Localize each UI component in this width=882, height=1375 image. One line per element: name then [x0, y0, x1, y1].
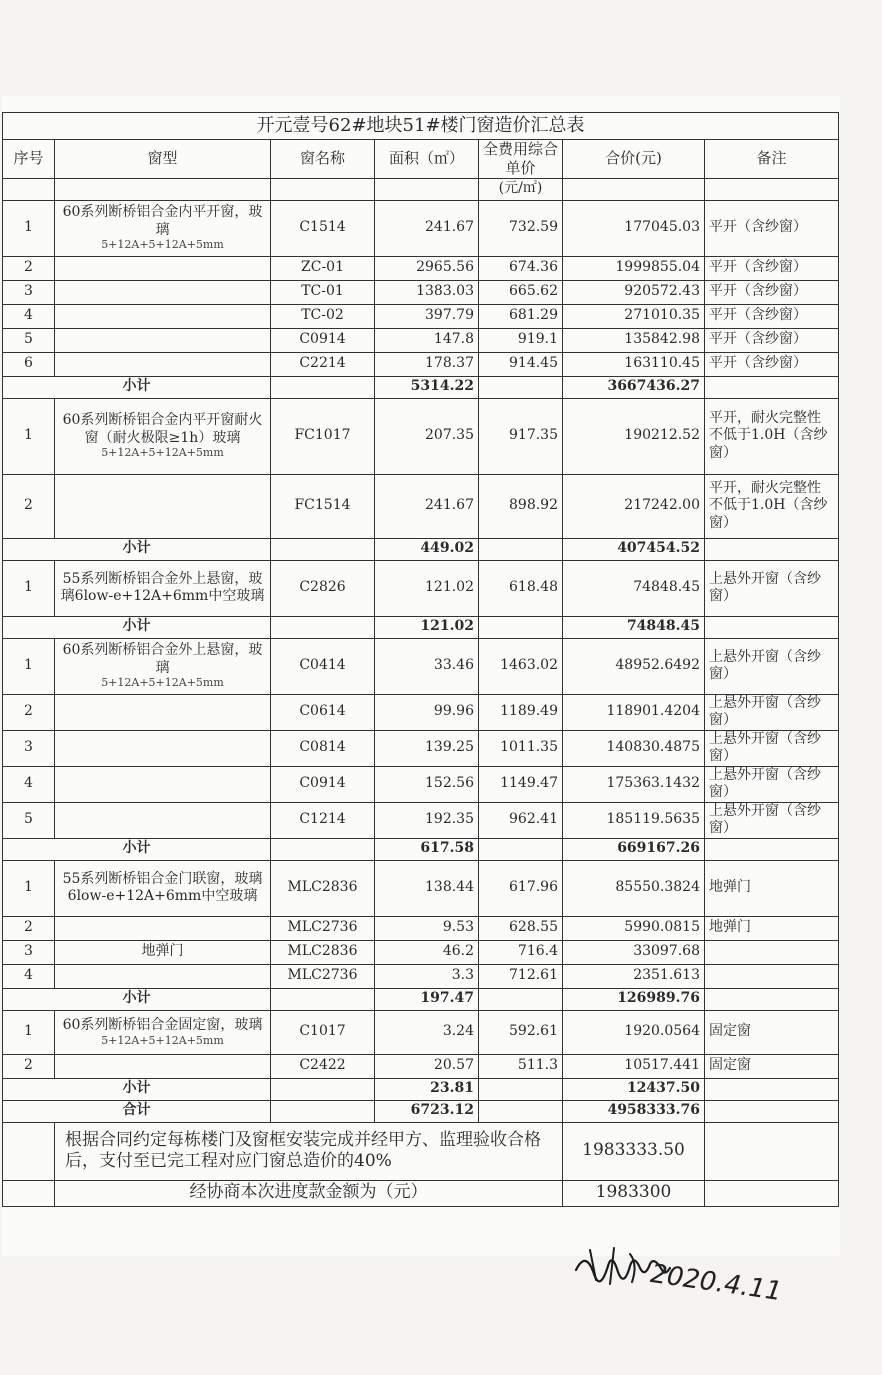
contract-note-row: [3, 1122, 839, 1180]
row-seq: 2: [3, 474, 55, 538]
row-remark: 上悬外开窗（含纱窗）: [705, 560, 839, 616]
table-body: [3, 200, 839, 1206]
row-window-name: MLC2736: [271, 916, 375, 940]
row-seq: 5: [3, 802, 55, 838]
row-unit-price: 1149.47: [479, 766, 563, 802]
row-window-name: MLC2836: [271, 860, 375, 916]
row-total: 190212.52: [563, 398, 705, 474]
row-total: 118901.4204: [563, 694, 705, 730]
table-row: [3, 398, 839, 474]
subtotal-total: 669167.26: [563, 838, 705, 860]
row-remark: 固定窗: [705, 1010, 839, 1054]
row-unit-price: 732.59: [479, 200, 563, 256]
contract-note: 根据合同约定每栋楼门及窗框安装完成并经甲方、监理验收合格后，支付至已完工程对应门窗总造价的40%: [55, 1122, 563, 1180]
row-unit-price: 665.62: [479, 280, 563, 304]
table-row: [3, 730, 839, 766]
subtotal-area: 197.47: [375, 988, 479, 1010]
row-unit-price: 1189.49: [479, 694, 563, 730]
row-area: 9.53: [375, 916, 479, 940]
header-window-name: 窗名称: [271, 140, 375, 179]
row-total: 920572.43: [563, 280, 705, 304]
row-total: 1920.0564: [563, 1010, 705, 1054]
table-row: [3, 352, 839, 376]
row-window-name: C1514: [271, 200, 375, 256]
subtotal-total: 126989.76: [563, 988, 705, 1010]
row-window-type-empty: [55, 256, 271, 280]
row-window-name: C0614: [271, 694, 375, 730]
row-remark: 上悬外开窗（含纱窗）: [705, 638, 839, 694]
header-remark: 备注: [705, 140, 839, 179]
row-window-type-empty: [55, 328, 271, 352]
row-window-type-empty: [55, 694, 271, 730]
row-remark: 平开（含纱窗）: [705, 352, 839, 376]
price-summary-table: [2, 112, 839, 1207]
row-window-name: C0914: [271, 328, 375, 352]
row-remark: 地弹门: [705, 916, 839, 940]
row-total: 2351.613: [563, 964, 705, 988]
row-window-name: C2422: [271, 1054, 375, 1078]
row-window-name: C0814: [271, 730, 375, 766]
row-area: 20.57: [375, 1054, 479, 1078]
subtotal-total: 74848.45: [563, 616, 705, 638]
header-unit-price-unit: (元/㎡): [479, 178, 563, 200]
row-window-type-empty: [55, 964, 271, 988]
row-total: 177045.03: [563, 200, 705, 256]
table-row: [3, 474, 839, 538]
row-total: 271010.35: [563, 304, 705, 328]
row-area: 3.24: [375, 1010, 479, 1054]
row-seq: 6: [3, 352, 55, 376]
row-remark: [705, 964, 839, 988]
row-seq: 1: [3, 398, 55, 474]
row-seq: 1: [3, 860, 55, 916]
grand-total-amount: 4958333.76: [563, 1100, 705, 1122]
row-window-name: C0914: [271, 766, 375, 802]
row-total: 85550.3824: [563, 860, 705, 916]
row-unit-price: 1011.35: [479, 730, 563, 766]
table-row: [3, 940, 839, 964]
table-row: [3, 766, 839, 802]
row-area: 192.35: [375, 802, 479, 838]
table-row: [3, 964, 839, 988]
row-window-name: C1017: [271, 1010, 375, 1054]
row-remark: 上悬外开窗（含纱窗）: [705, 694, 839, 730]
row-window-name: MLC2736: [271, 964, 375, 988]
row-area: 152.56: [375, 766, 479, 802]
window-glass-spec: 5+12A+5+12A+5mm: [101, 676, 224, 690]
subtotal-area: 449.02: [375, 538, 479, 560]
window-type-text: 60系列断桥铝合金固定窗，玻璃: [62, 1017, 263, 1034]
row-window-type-empty: [55, 474, 271, 538]
row-remark: 平开（含纱窗）: [705, 304, 839, 328]
row-window-name: MLC2836: [271, 940, 375, 964]
row-remark: 上悬外开窗（含纱窗）: [705, 766, 839, 802]
row-seq: 2: [3, 916, 55, 940]
contract-amount: 1983333.50: [563, 1122, 705, 1180]
grand-total-row: [3, 1100, 839, 1122]
row-seq: 1: [3, 638, 55, 694]
row-unit-price: 712.61: [479, 964, 563, 988]
progress-label: 经协商本次进度款金额为（元）: [55, 1180, 563, 1206]
row-area: 138.44: [375, 860, 479, 916]
subtotal-total: 3667436.27: [563, 376, 705, 398]
row-window-name: FC1514: [271, 474, 375, 538]
row-remark: 平开（含纱窗）: [705, 256, 839, 280]
row-area: 147.8: [375, 328, 479, 352]
subtotal-area: 617.58: [375, 838, 479, 860]
subtotal-label: 小计: [3, 616, 271, 638]
table-row: [3, 802, 839, 838]
row-window-type-empty: [55, 280, 271, 304]
window-glass-spec: 5+12A+5+12A+5mm: [101, 238, 224, 252]
row-total: 217242.00: [563, 474, 705, 538]
row-unit-price: 511.3: [479, 1054, 563, 1078]
row-window-type-empty: [55, 802, 271, 838]
row-total: 135842.98: [563, 328, 705, 352]
row-unit-price: 674.36: [479, 256, 563, 280]
row-window-type: [55, 860, 271, 916]
row-area: 241.67: [375, 474, 479, 538]
window-type-text: 60系列断桥铝合金内平开窗，玻璃: [62, 204, 263, 238]
row-seq: 1: [3, 200, 55, 256]
row-window-type-extra: 地弹门: [55, 940, 271, 964]
subtotal-row: [3, 538, 839, 560]
row-unit-price: 898.92: [479, 474, 563, 538]
row-unit-price: 914.45: [479, 352, 563, 376]
table-row: [3, 860, 839, 916]
row-unit-price: 617.96: [479, 860, 563, 916]
table-row: [3, 280, 839, 304]
row-seq: 1: [3, 1010, 55, 1054]
header-area: 面积（㎡）: [375, 140, 479, 179]
window-type-text: 55系列断桥铝合金外上悬窗，玻璃6low-e+12A+6mm中空玻璃: [60, 570, 265, 604]
table-title: 开元壹号62#地块51#楼门窗造价汇总表: [3, 113, 839, 140]
row-total: 175363.1432: [563, 766, 705, 802]
row-remark: 平开（含纱窗）: [705, 280, 839, 304]
row-area: 1383.03: [375, 280, 479, 304]
subtotal-area: 23.81: [375, 1078, 479, 1100]
row-remark: 上悬外开窗（含纱窗）: [705, 730, 839, 766]
row-total: 48952.6492: [563, 638, 705, 694]
subtotal-label: 小计: [3, 1078, 271, 1100]
row-window-name: C0414: [271, 638, 375, 694]
row-area: 241.67: [375, 200, 479, 256]
subtotal-area: 5314.22: [375, 376, 479, 398]
table-row: [3, 304, 839, 328]
header-window-type: 窗型: [55, 140, 271, 179]
subtotal-row: [3, 1078, 839, 1100]
row-unit-price: 716.4: [479, 940, 563, 964]
row-window-type: [55, 200, 271, 256]
row-total: 185119.5635: [563, 802, 705, 838]
table-row: [3, 916, 839, 940]
row-window-type-empty: [55, 304, 271, 328]
window-glass-spec: 5+12A+5+12A+5mm: [101, 1033, 224, 1047]
subtotal-total: 407454.52: [563, 538, 705, 560]
subtotal-label: 小计: [3, 838, 271, 860]
row-window-type: [55, 398, 271, 474]
row-total: 74848.45: [563, 560, 705, 616]
subtotal-row: [3, 838, 839, 860]
table-row: [3, 1010, 839, 1054]
row-total: 1999855.04: [563, 256, 705, 280]
row-remark: [705, 940, 839, 964]
row-window-name: FC1017: [271, 398, 375, 474]
row-area: 46.2: [375, 940, 479, 964]
signature-date: 2020.4.11: [648, 1258, 784, 1308]
subtotal-label: 小计: [3, 538, 271, 560]
row-area: 121.02: [375, 560, 479, 616]
row-seq: 3: [3, 280, 55, 304]
row-area: 33.46: [375, 638, 479, 694]
subtotal-total: 12437.50: [563, 1078, 705, 1100]
window-type-text: 60系列断桥铝合金内平开窗耐火窗（耐火极限≥1h）玻璃: [62, 412, 263, 446]
subtotal-area: 121.02: [375, 616, 479, 638]
row-window-type-empty: [55, 1054, 271, 1078]
window-type-text: 60系列断桥铝合金外上悬窗，玻璃: [62, 642, 263, 676]
row-total: 10517.441: [563, 1054, 705, 1078]
row-window-name: ZC-01: [271, 256, 375, 280]
row-window-type-empty: [55, 916, 271, 940]
row-seq: 1: [3, 560, 55, 616]
row-remark: 平开（含纱窗）: [705, 328, 839, 352]
row-area: 178.37: [375, 352, 479, 376]
row-remark: 固定窗: [705, 1054, 839, 1078]
row-area: 3.3: [375, 964, 479, 988]
table-row: [3, 638, 839, 694]
row-seq: 3: [3, 730, 55, 766]
row-total: 140830.4875: [563, 730, 705, 766]
table-row: [3, 256, 839, 280]
row-window-name: C2826: [271, 560, 375, 616]
row-unit-price: 618.48: [479, 560, 563, 616]
window-glass-spec: 5+12A+5+12A+5mm: [101, 446, 224, 460]
row-remark: 平开（含纱窗）: [705, 200, 839, 256]
row-window-name: TC-02: [271, 304, 375, 328]
row-seq: 4: [3, 964, 55, 988]
subtotal-row: [3, 988, 839, 1010]
row-remark: 平开，耐火完整性不低于1.0H（含纱窗）: [705, 474, 839, 538]
row-unit-price: 628.55: [479, 916, 563, 940]
row-remark: 地弹门: [705, 860, 839, 916]
row-seq: 4: [3, 304, 55, 328]
header-total: 合价(元): [563, 140, 705, 179]
grand-total-area: 6723.12: [375, 1100, 479, 1122]
table-row: [3, 694, 839, 730]
table-row: [3, 200, 839, 256]
row-remark: 平开，耐火完整性不低于1.0H（含纱窗）: [705, 398, 839, 474]
row-window-name: C1214: [271, 802, 375, 838]
row-area: 99.96: [375, 694, 479, 730]
row-total: 33097.68: [563, 940, 705, 964]
subtotal-label: 小计: [3, 988, 271, 1010]
grand-total-label: 合计: [3, 1100, 271, 1122]
progress-payment-row: [3, 1180, 839, 1206]
row-seq: 2: [3, 694, 55, 730]
progress-amount: 1983300: [563, 1180, 705, 1206]
subtotal-label: 小计: [3, 376, 271, 398]
row-area: 207.35: [375, 398, 479, 474]
row-seq: 4: [3, 766, 55, 802]
table-row: [3, 1054, 839, 1078]
row-unit-price: 681.29: [479, 304, 563, 328]
subtotal-row: [3, 376, 839, 398]
table-row: [3, 560, 839, 616]
row-unit-price: 592.61: [479, 1010, 563, 1054]
row-window-type: [55, 1010, 271, 1054]
row-window-type: [55, 560, 271, 616]
row-window-type: [55, 638, 271, 694]
row-unit-price: 917.35: [479, 398, 563, 474]
row-remark: 上悬外开窗（含纱窗）: [705, 802, 839, 838]
row-seq: 5: [3, 328, 55, 352]
row-seq: 2: [3, 256, 55, 280]
row-area: 139.25: [375, 730, 479, 766]
row-seq: 3: [3, 940, 55, 964]
row-unit-price: 919.1: [479, 328, 563, 352]
table-row: [3, 328, 839, 352]
row-unit-price: 962.41: [479, 802, 563, 838]
row-unit-price: 1463.02: [479, 638, 563, 694]
row-area: 2965.56: [375, 256, 479, 280]
row-window-name: C2214: [271, 352, 375, 376]
row-window-type-empty: [55, 352, 271, 376]
window-type-text: 55系列断桥铝合金门联窗，玻璃6low-e+12A+6mm中空玻璃: [62, 870, 263, 904]
header-seq: 序号: [3, 140, 55, 179]
row-total: 163110.45: [563, 352, 705, 376]
row-window-name: TC-01: [271, 280, 375, 304]
header-unit-price: 全费用综合单价: [479, 140, 563, 179]
row-window-type-empty: [55, 766, 271, 802]
subtotal-row: [3, 616, 839, 638]
row-area: 397.79: [375, 304, 479, 328]
row-window-type-empty: [55, 730, 271, 766]
row-seq: 2: [3, 1054, 55, 1078]
row-total: 5990.0815: [563, 916, 705, 940]
